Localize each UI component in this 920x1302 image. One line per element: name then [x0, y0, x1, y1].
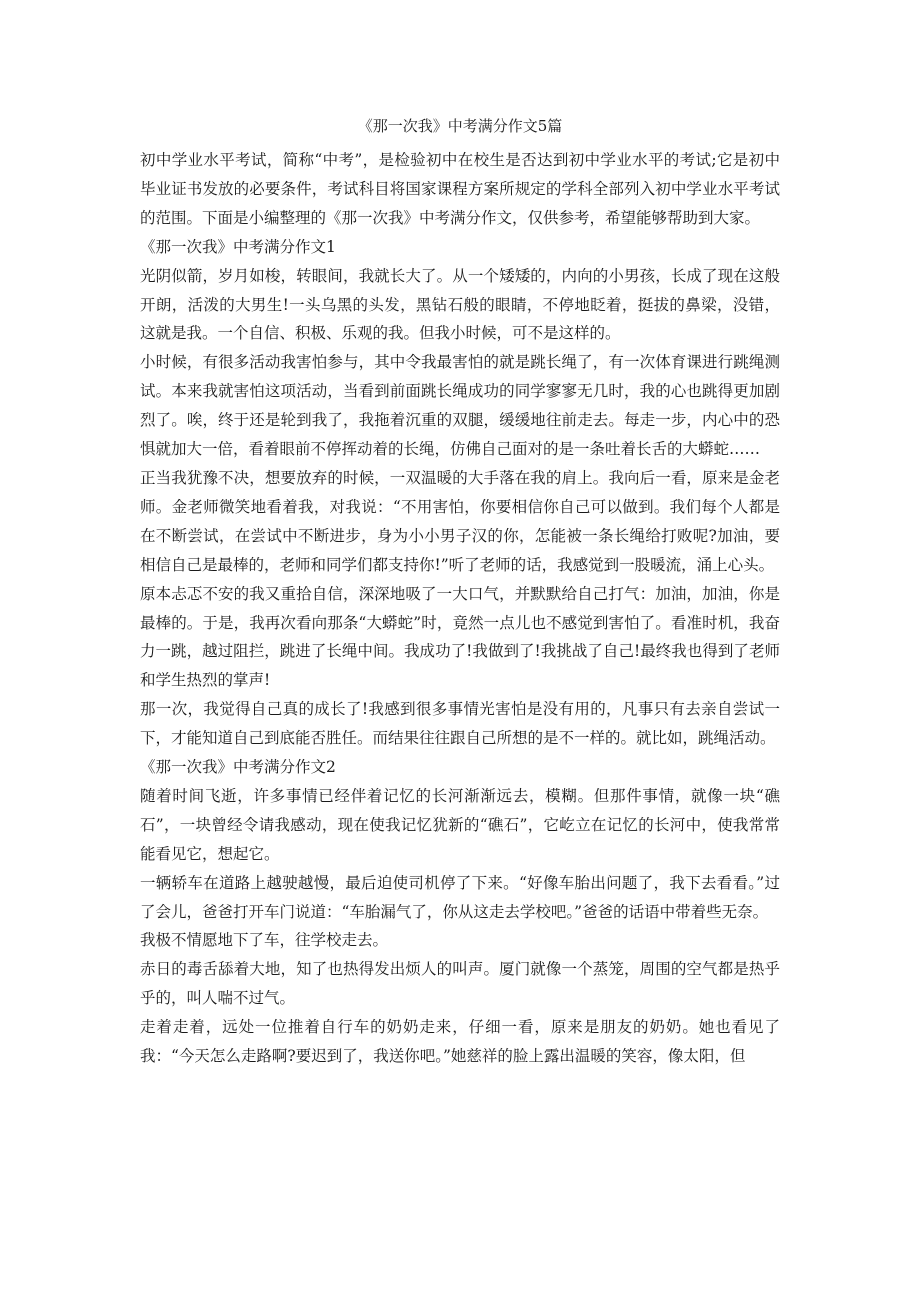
essay-1-paragraph: 原本忐忑不安的我又重拾自信，深深地吸了一大口气，并默默给自己打气：加油，加油，你是最棒的。于是，我再次看向那条“大蟒蛇”时，竟然一点儿也不感觉到害怕了。看准时机，我奋力一跳，越过阻拦，跳进了长绳中间。我成功了!我做到了!我挑战了自己!最终我也得到了老师和学生热烈的掌声!: [140, 584, 780, 690]
essay-2-paragraph: 赤日的毒舌舔着大地，知了也热得发出烦人的叫声。厦门就像一个蒸笼，周围的空气都是热乎乎的，叫人喘不过气。: [140, 960, 780, 1008]
essay-2-paragraph: 走着走着，远处一位推着自行车的奶奶走来，仔细一看，原来是朋友的奶奶。她也看见了我：“今天怎么走路啊?要迟到了，我送你吧。”她慈祥的脸上露出温暖的笑容，像太阳，但: [140, 1018, 780, 1066]
essay-1-paragraph: 光阴似箭，岁月如梭，转眼间，我就长大了。从一个矮矮的，内向的小男孩，长成了现在这般开朗，活泼的大男生!一头乌黑的头发，黑钻石般的眼睛，不停地眨着，挺拔的鼻梁，没错，这就是我。一个自信、积极、乐观的我。但我小时候，可不是这样的。: [140, 266, 780, 343]
document-title: 《那一次我》中考满分作文5篇: [357, 117, 563, 135]
essay-1-paragraph: 那一次，我觉得自己真的成长了!我感到很多事情光害怕是没有用的，凡事只有去亲自尝试一下，才能知道自己到底能否胜任。而结果往往跟自己所想的是不一样的。就比如，跳绳活动。: [140, 700, 780, 748]
essay-2-paragraph: 我极不情愿地下了车，往学校走去。: [140, 931, 389, 950]
essay-1-paragraph: 正当我犹豫不决，想要放弃的时候，一双温暖的大手落在我的肩上。我向后一看，原来是金老师。金老师微笑地看着我，对我说：“不用害怕，你要相信你自己可以做到。我们每个人都是在不断尝试，在尝试中不断进步，身为小小男子汉的你，怎能被一条长绳给打败呢?加油，要相信自己是最棒的，老师和同学们都支持你!”听了老师的话，我感觉到一股暖流，涌上心头。: [140, 468, 780, 574]
essay-2-paragraph: 随着时间飞逝，许多事情已经伴着记忆的长河渐渐远去，模糊。但那件事情，就像一块“礁石”，一块曾经令请我感动，现在使我记忆犹新的“礁石”，它屹立在记忆的长河中，使我常常能看见它，想起它。: [140, 786, 780, 863]
essay-2-heading: 《那一次我》中考满分作文2: [140, 758, 336, 777]
essay-1-paragraph: 小时候，有很多活动我害怕参与，其中令我最害怕的就是跳长绳了，有一次体育课进行跳绳测试。本来我就害怕这项活动，当看到前面跳长绳成功的同学寥寥无几时，我的心也跳得更加剧烈了。唉，终于还是轮到我了，我拖着沉重的双腿，缓缓地往前走去。每走一步，内心中的恐惧就加大一倍，看着眼前不停挥动着的长绳，仿佛自己面对的是一条吐着长舌的大蟒蛇……: [140, 353, 780, 459]
essay-2-paragraph: 一辆轿车在道路上越驶越慢，最后迫使司机停了下来。“好像车胎出问题了，我下去看看。”过了会儿，爸爸打开车门说道：“车胎漏气了，你从这走去学校吧。”爸爸的话语中带着些无奈。: [140, 873, 780, 921]
document-page: [140, 112, 780, 1071]
intro-paragraph: 初中学业水平考试，简称“中考”，是检验初中在校生是否达到初中学业水平的考试;它是初中毕业证书发放的必要条件，考试科目将国家课程方案所规定的学科全部列入初中学业水平考试的范围。下面是小编整理的《那一次我》中考满分作文，仅供参考，希望能够帮助到大家。: [140, 151, 780, 227]
essay-1-heading: 《那一次我》中考满分作文1: [140, 237, 336, 256]
document-body: [140, 146, 780, 1071]
